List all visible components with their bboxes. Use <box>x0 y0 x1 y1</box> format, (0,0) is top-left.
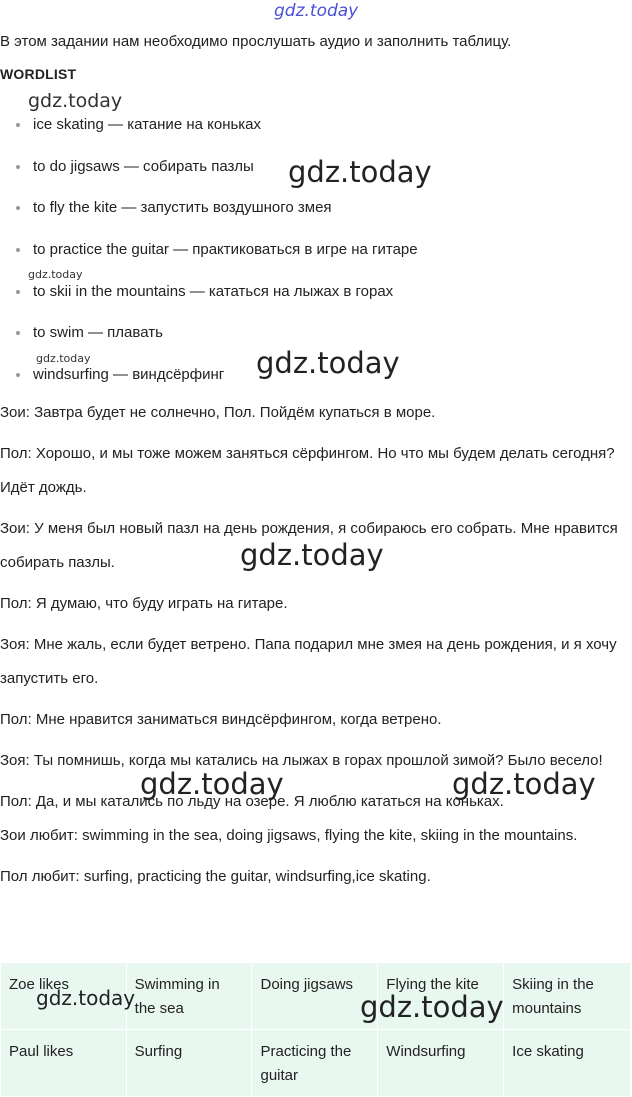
wordlist-item-text: to fly the kite — запустить воздушного змея <box>33 199 332 217</box>
wordlist-item <box>0 197 418 239</box>
watermark-text: gdz.today <box>288 155 432 189</box>
dialogue-line: Пол: Мне нравится заниматься виндсёрфингом, когда ветрено. <box>0 711 442 728</box>
wordlist-item <box>0 239 418 281</box>
bullet-icon <box>16 123 20 127</box>
bullet-icon <box>16 331 20 335</box>
wordlist-heading: WORDLIST <box>0 66 77 82</box>
wordlist <box>0 114 418 406</box>
wordlist-item <box>0 114 418 156</box>
table-cell: Ice skating <box>504 1030 631 1097</box>
table-row <box>1 1030 631 1097</box>
likes-table <box>0 962 631 1097</box>
watermark-text: gdz.today <box>240 538 384 572</box>
wordlist-item-text: ice skating — катание на коньках <box>33 116 262 133</box>
table-cell: Practicing the guitar <box>252 1030 378 1097</box>
bullet-icon <box>16 290 20 294</box>
wordlist-item-text: windsurfing — виндсёрфинг <box>33 366 225 384</box>
dialogue-line: Зои: У меня был новый пазл на день рождения, я собираюсь его собрать. Мне нравится собирать пазлы. <box>0 520 618 571</box>
watermark-text: gdz.today <box>28 90 123 112</box>
paul-likes-summary: Пол любит: surfing, practicing the guitar, windsurfing,ice skating. <box>0 868 431 885</box>
bullet-icon <box>16 373 20 377</box>
wordlist-item <box>0 156 418 198</box>
watermark-text: gdz.today <box>274 1 359 21</box>
watermark-text: gdz.today <box>360 990 504 1024</box>
dialogue-line: Зоя: Ты помнишь, когда мы катались на лыжах в горах прошлой зимой? Было весело! <box>0 752 603 769</box>
dialogue-line: Пол: Я думаю, что буду играть на гитаре. <box>0 595 288 612</box>
dialogue-line: Пол: Да, и мы катались по льду на озере. Я люблю кататься на коньках. <box>0 793 504 810</box>
dialogue-line: Зои: Завтра будет не солнечно, Пол. Пойдём купаться в море. <box>0 404 436 421</box>
dialogue <box>0 396 626 894</box>
intro-text: В этом задании нам необходимо прослушать аудио и заполнить таблицу. <box>0 33 512 50</box>
table-cell: Windsurfing <box>378 1030 504 1097</box>
table-cell: Flying the kite <box>378 963 504 1030</box>
table-cell: Doing jigsaws <box>252 963 378 1030</box>
table-row <box>1 963 631 1030</box>
bullet-icon <box>16 248 20 252</box>
table-cell: Zoe likes <box>1 963 127 1030</box>
wordlist-item <box>0 281 418 323</box>
table-cell: Skiing in the mountains <box>504 963 631 1030</box>
wordlist-item-text: to do jigsaws — собирать пазлы <box>33 157 254 175</box>
watermark-text: gdz.today <box>256 346 400 380</box>
bullet-icon <box>16 165 20 169</box>
watermark-text: gdz.today <box>36 352 91 365</box>
watermark-text: gdz.today <box>452 767 596 801</box>
wordlist-item-text: to skii in the mountains — кататься на лыжах в горах <box>33 282 394 300</box>
bullet-icon <box>16 206 20 210</box>
table-cell: Surfing <box>126 1030 252 1097</box>
dialogue-line: Пол: Хорошо, и мы тоже можем заняться сёрфингом. Но что мы будем делать сегодня? Идёт дождь. <box>0 445 615 496</box>
table-cell: Paul likes <box>1 1030 127 1097</box>
wordlist-item-text: to practice the guitar — практиковаться в игре на гитаре <box>33 241 418 259</box>
wordlist-item-text: to swim — плавать <box>33 324 163 342</box>
dialogue-line: Зоя: Мне жаль, если будет ветрено. Папа подарил мне змея на день рождения, и я хочу запустить его. <box>0 636 617 687</box>
watermark-text: gdz.today <box>140 767 284 801</box>
watermark-text: gdz.today <box>28 268 83 281</box>
watermark-text: gdz.today <box>36 986 136 1010</box>
zoe-likes-summary: Зои любит: swimming in the sea, doing jigsaws, flying the kite, skiing in the mountains. <box>0 827 578 844</box>
table-cell: Swimming in the sea <box>126 963 252 1030</box>
wordlist-item <box>0 322 418 364</box>
